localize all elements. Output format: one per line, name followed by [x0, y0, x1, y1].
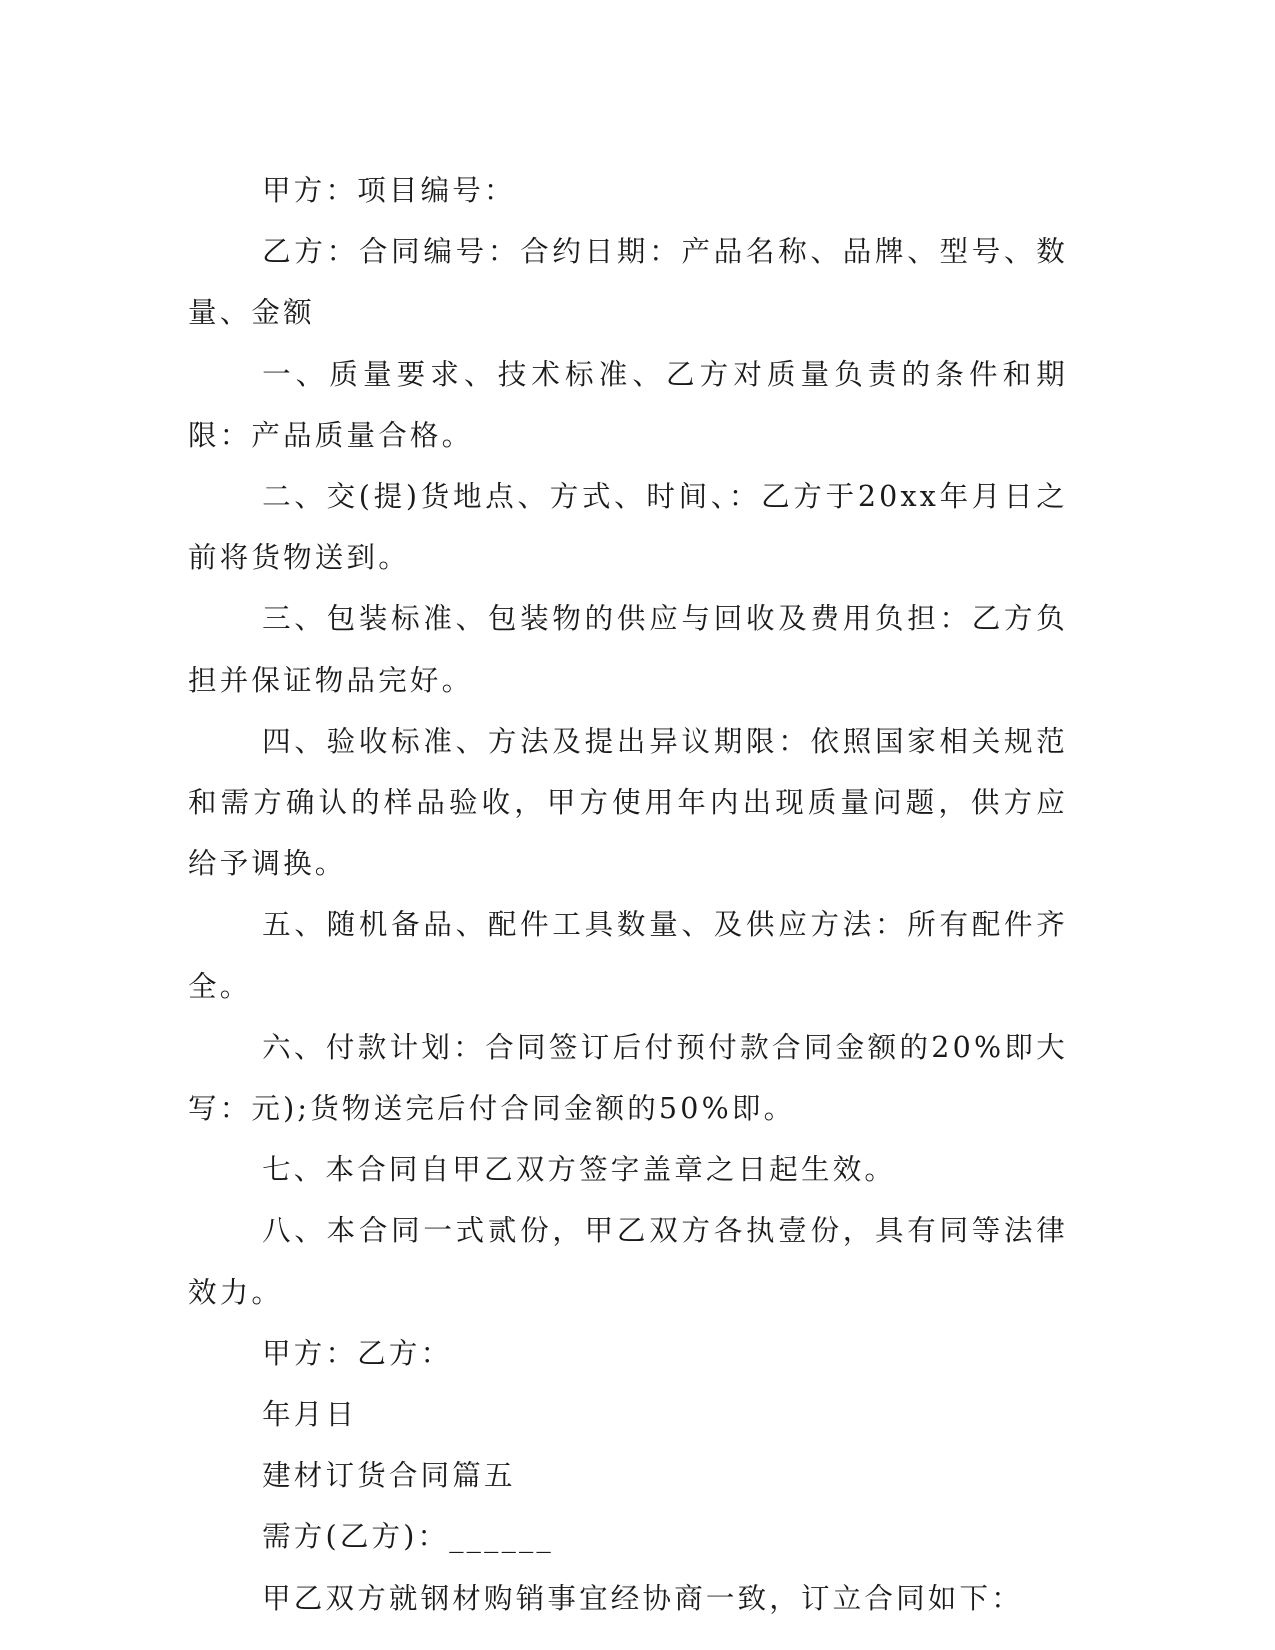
date-line: 年月日 [262, 1398, 358, 1432]
clause-4: 四、验收标准、方法及提出异议期限：依照国家相关规范和需方确认的样品验收，甲方使用年内出现质量问题，供方应给予调换。 [188, 724, 1068, 881]
party-b-line: 乙方：合同编号：合约日期：产品名称、品牌、型号、数量、金额 [188, 235, 1068, 330]
contract-body [188, 160, 1068, 1629]
clause-3: 三、包装标准、包装物的供应与回收及费用负担：乙方负担并保证物品完好。 [188, 602, 1068, 697]
clause-2: 二、交(提)货地点、方式、时间、：乙方于20xx年月日之前将货物送到。 [188, 480, 1068, 575]
clause-1: 一、质量要求、技术标准、乙方对质量负责的条件和期限：产品质量合格。 [188, 357, 1068, 452]
buyer-line: 需方(乙方)：______ [262, 1520, 554, 1554]
party-a-line: 甲方：项目编号： [262, 174, 516, 207]
clause-7: 七、本合同自甲乙双方签字盖章之日起生效。 [262, 1153, 897, 1187]
clause-8: 八、本合同一式贰份，甲乙双方各执壹份，具有同等法律效力。 [188, 1214, 1068, 1309]
clause-5: 五、随机备品、配件工具数量、及供应方法：所有配件齐全。 [188, 908, 1068, 1003]
section-heading: 建材订货合同篇五 [262, 1459, 516, 1493]
agreement-intro: 甲乙双方就钢材购销事宜经协商一致，订立合同如下： [262, 1581, 1023, 1615]
clause-6: 六、付款计划：合同签订后付预付款合同金额的20%即大写：元);货物送完后付合同金额的50%即。 [188, 1030, 1068, 1126]
signature-parties-line: 甲方：乙方： [262, 1336, 453, 1370]
